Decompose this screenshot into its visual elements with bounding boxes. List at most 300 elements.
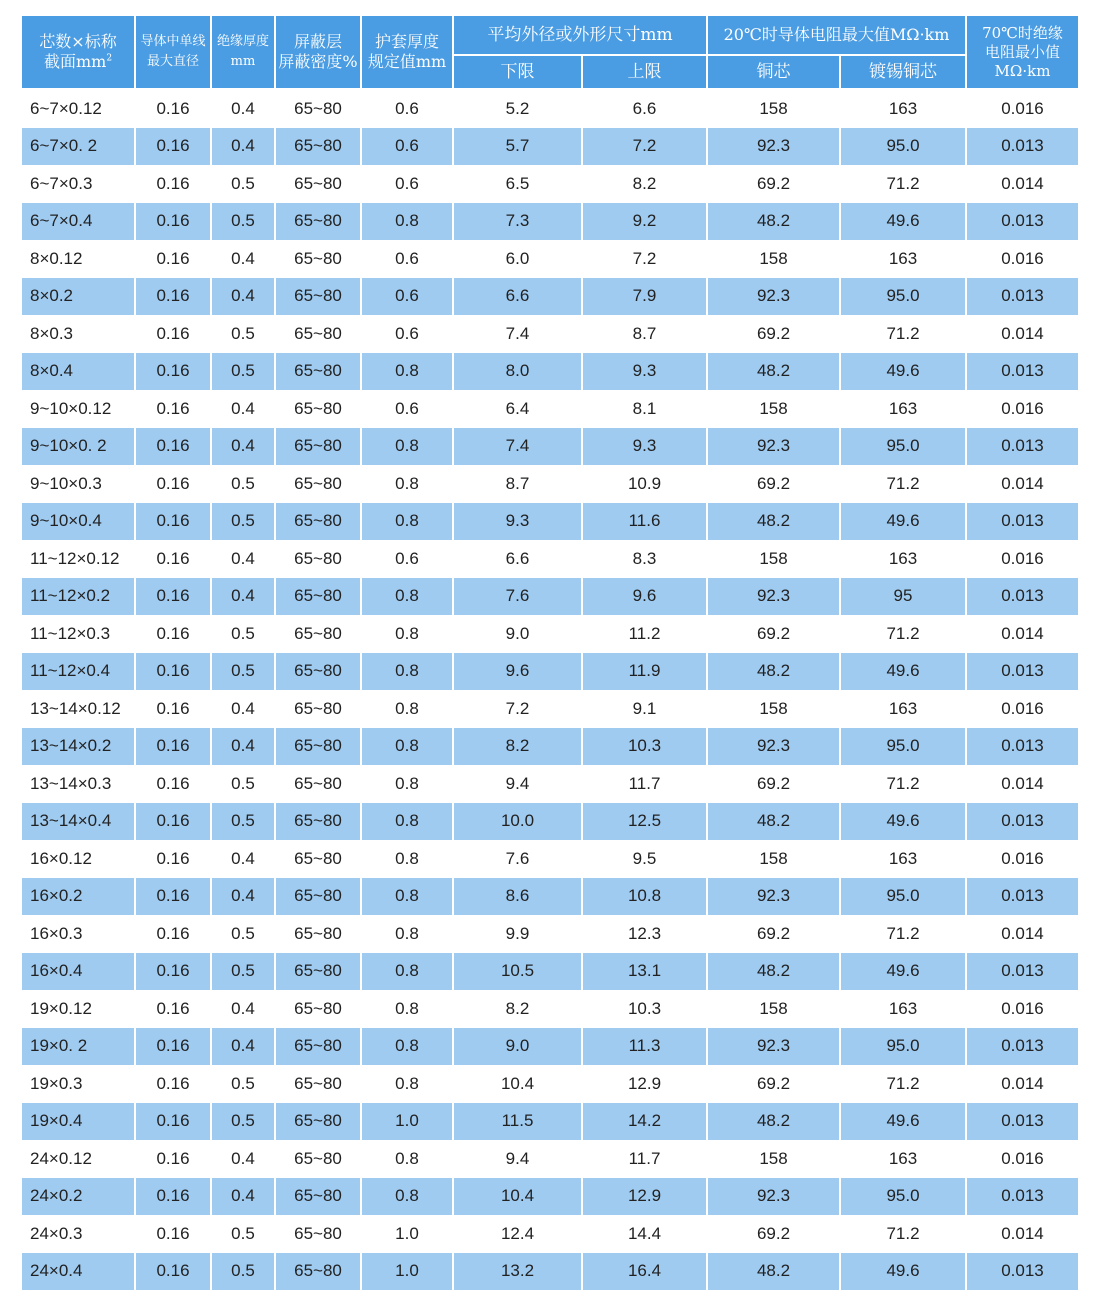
table-row: [22, 1215, 1078, 1253]
cell-spec: 8×0.2: [22, 278, 136, 316]
header-ins-res-line3: MΩ·km: [994, 61, 1051, 80]
header-insulation-line2: mm: [230, 54, 256, 69]
cell-res-tinned: 163: [841, 690, 967, 728]
cell-max-wire: 0.16: [136, 203, 212, 241]
cell-shield-density: 65~80: [276, 128, 362, 166]
cell-diameter-low: 12.4: [454, 1215, 583, 1253]
header-ins-res-line1: 70℃时绝缘: [982, 23, 1063, 42]
cell-max-wire: 0.16: [136, 240, 212, 278]
cell-res-tinned: 163: [841, 540, 967, 578]
cell-max-wire: 0.16: [136, 803, 212, 841]
cell-diameter-low: 7.4: [454, 315, 583, 353]
cable-spec-table: [22, 16, 1078, 1290]
cell-sheath: 0.8: [362, 690, 454, 728]
cell-diameter-high: 12.5: [583, 803, 708, 841]
cell-diameter-low: 9.9: [454, 915, 583, 953]
cell-diameter-high: 6.6: [583, 90, 708, 128]
cell-ins-resistance: 0.013: [967, 1178, 1078, 1216]
cell-max-wire: 0.16: [136, 1178, 212, 1216]
cell-diameter-low: 9.4: [454, 1140, 583, 1178]
cell-ins-resistance: 0.013: [967, 578, 1078, 616]
cell-res-tinned: 95.0: [841, 728, 967, 766]
header-max-wire-line1: 导体中单线: [140, 34, 206, 49]
cell-ins-resistance: 0.014: [1001, 773, 1044, 793]
cell-diameter-high: 11.2: [583, 615, 708, 653]
cell-spec: 16×0.4: [22, 953, 136, 991]
cell-insulation: 0.4: [212, 278, 276, 316]
cell-sheath: 0.6: [362, 240, 454, 278]
table-row: [22, 503, 1078, 541]
header-spec: [22, 16, 136, 90]
cell-res-tinned: 95: [841, 578, 967, 616]
cable-spec-table-container: [22, 16, 1078, 1290]
cell-insulation: 0.5: [212, 803, 276, 841]
table-row: [22, 240, 1078, 278]
cell-insulation: 0.5: [212, 615, 276, 653]
cell-ins-resistance: 0.014: [1001, 1073, 1044, 1093]
cell-insulation: 0.5: [212, 765, 276, 803]
cell-res-copper: 92.3: [708, 278, 841, 316]
cell-diameter-high: 14.2: [583, 1103, 708, 1141]
cell-res-tinned: 163: [841, 240, 967, 278]
header-diameter-low: 下限: [454, 56, 583, 90]
cell-spec: 24×0.12: [22, 1140, 136, 1178]
cell-res-tinned: 71.2: [841, 165, 967, 203]
cell-shield-density: 65~80: [276, 953, 362, 991]
cell-spec: 11~12×0.2: [22, 578, 136, 616]
cell-diameter-low: 5.7: [454, 128, 583, 166]
cell-spec: 11~12×0.12: [22, 540, 136, 578]
cell-diameter-low: 8.7: [454, 465, 583, 503]
cell-ins-resistance: 0.013: [967, 803, 1078, 841]
cell-diameter-low: 11.5: [454, 1103, 583, 1141]
cell-diameter-high: 8.7: [583, 315, 708, 353]
cell-spec: 8×0.4: [22, 353, 136, 391]
cell-ins-resistance: 0.016: [1001, 998, 1044, 1018]
table-row: [22, 1140, 1078, 1178]
cell-sheath: 0.8: [362, 840, 454, 878]
cell-shield-density: 65~80: [276, 203, 362, 241]
cell-max-wire: 0.16: [136, 728, 212, 766]
cell-max-wire: 0.16: [136, 1215, 212, 1253]
cell-sheath: 0.6: [362, 390, 454, 428]
header-insulation-resistance: [967, 16, 1078, 90]
cell-max-wire: 0.16: [136, 840, 212, 878]
cell-spec: 11~12×0.3: [22, 615, 136, 653]
cell-sheath: 0.6: [362, 540, 454, 578]
cell-sheath: 0.8: [362, 653, 454, 691]
cell-ins-resistance: 0.013: [967, 1103, 1078, 1141]
cell-res-copper: 92.3: [708, 728, 841, 766]
cell-res-tinned: 95.0: [841, 428, 967, 466]
cell-max-wire: 0.16: [136, 1065, 212, 1103]
cell-insulation: 0.5: [212, 653, 276, 691]
cell-diameter-low: 8.2: [454, 728, 583, 766]
cell-shield-density: 65~80: [276, 878, 362, 916]
cell-diameter-low: 8.2: [454, 990, 583, 1028]
table-row: [22, 803, 1078, 841]
cell-diameter-high: 8.1: [583, 390, 708, 428]
cell-res-tinned: 71.2: [841, 315, 967, 353]
cell-res-copper: 69.2: [708, 315, 841, 353]
cell-diameter-low: 9.3: [454, 503, 583, 541]
cell-res-tinned: 95.0: [841, 278, 967, 316]
cell-sheath: 0.8: [362, 915, 454, 953]
cell-res-tinned: 95.0: [841, 1028, 967, 1066]
cell-shield-density: 65~80: [276, 503, 362, 541]
cell-diameter-high: 12.9: [583, 1065, 708, 1103]
cell-spec: 6~7×0.4: [22, 203, 136, 241]
cell-insulation: 0.4: [212, 728, 276, 766]
cell-res-tinned: 71.2: [841, 465, 967, 503]
cell-res-tinned: 49.6: [841, 1253, 967, 1291]
cell-sheath: 0.8: [362, 878, 454, 916]
cell-spec: 24×0.2: [22, 1178, 136, 1216]
cell-insulation: 0.5: [212, 1065, 276, 1103]
cell-insulation: 0.4: [212, 878, 276, 916]
cell-max-wire: 0.16: [136, 653, 212, 691]
cell-sheath: 0.8: [362, 1028, 454, 1066]
cell-max-wire: 0.16: [136, 578, 212, 616]
cell-res-copper: 92.3: [708, 128, 841, 166]
cell-insulation: 0.5: [212, 1253, 276, 1291]
header-shield-line2: 屏蔽密度%: [278, 52, 358, 71]
table-row: [22, 765, 1078, 803]
cell-max-wire: 0.16: [136, 428, 212, 466]
cell-max-wire: 0.16: [136, 128, 212, 166]
cell-res-copper: 69.2: [708, 915, 841, 953]
cell-res-copper: 48.2: [708, 1103, 841, 1141]
cell-max-wire: 0.16: [136, 278, 212, 316]
cell-res-tinned: 95.0: [841, 1178, 967, 1216]
cell-insulation: 0.4: [212, 428, 276, 466]
cell-res-tinned: 95.0: [841, 878, 967, 916]
cell-spec: 13~14×0.2: [22, 728, 136, 766]
cell-insulation: 0.5: [212, 315, 276, 353]
cell-res-tinned: 49.6: [841, 653, 967, 691]
cell-max-wire: 0.16: [136, 990, 212, 1028]
cell-res-copper: 158: [708, 690, 841, 728]
cell-shield-density: 65~80: [276, 1028, 362, 1066]
table-row: [22, 690, 1078, 728]
cell-ins-resistance: 0.013: [967, 278, 1078, 316]
table-body: [22, 90, 1078, 1290]
cell-spec: 9~10×0. 2: [22, 428, 136, 466]
cell-shield-density: 65~80: [276, 90, 362, 128]
cell-diameter-low: 7.4: [454, 428, 583, 466]
cell-diameter-low: 6.4: [454, 390, 583, 428]
cell-insulation: 0.5: [212, 1215, 276, 1253]
cell-max-wire: 0.16: [136, 165, 212, 203]
header-sheath-line2: 规定值mm: [367, 52, 447, 71]
cell-spec: 16×0.3: [22, 915, 136, 953]
cell-max-wire: 0.16: [136, 353, 212, 391]
cell-spec: 19×0. 2: [22, 1028, 136, 1066]
cell-res-tinned: 71.2: [841, 1215, 967, 1253]
cell-spec: 13~14×0.4: [22, 803, 136, 841]
table-row: [22, 540, 1078, 578]
cell-diameter-high: 12.9: [583, 1178, 708, 1216]
cell-diameter-low: 7.3: [454, 203, 583, 241]
cell-diameter-high: 11.7: [583, 1140, 708, 1178]
cell-ins-resistance: 0.013: [967, 653, 1078, 691]
cell-sheath: 1.0: [362, 1215, 454, 1253]
cell-res-copper: 69.2: [708, 615, 841, 653]
cell-res-copper: 92.3: [708, 578, 841, 616]
cell-res-tinned: 163: [841, 990, 967, 1028]
cell-spec: 6~7×0.12: [22, 90, 136, 128]
cell-max-wire: 0.16: [136, 915, 212, 953]
cell-diameter-high: 7.2: [583, 128, 708, 166]
table-row: [22, 315, 1078, 353]
cell-sheath: 0.8: [362, 353, 454, 391]
cell-ins-resistance: 0.013: [967, 878, 1078, 916]
header-max-wire-line2: 最大直径: [146, 54, 199, 69]
table-row: [22, 840, 1078, 878]
table-row: [22, 653, 1078, 691]
cell-res-copper: 158: [708, 90, 841, 128]
cell-diameter-high: 11.9: [583, 653, 708, 691]
cell-max-wire: 0.16: [136, 1140, 212, 1178]
cell-diameter-high: 7.9: [583, 278, 708, 316]
table-row: [22, 278, 1078, 316]
cell-insulation: 0.5: [212, 165, 276, 203]
cell-shield-density: 65~80: [276, 653, 362, 691]
cell-ins-resistance: 0.013: [967, 353, 1078, 391]
cell-max-wire: 0.16: [136, 90, 212, 128]
cell-res-tinned: 71.2: [841, 915, 967, 953]
cell-shield-density: 65~80: [276, 1065, 362, 1103]
cell-max-wire: 0.16: [136, 765, 212, 803]
cell-sheath: 0.8: [362, 953, 454, 991]
cell-res-copper: 92.3: [708, 428, 841, 466]
cell-res-copper: 69.2: [708, 1215, 841, 1253]
cell-insulation: 0.5: [212, 353, 276, 391]
cell-res-copper: 48.2: [708, 1253, 841, 1291]
cell-shield-density: 65~80: [276, 278, 362, 316]
header-sheath: [362, 16, 454, 90]
cell-res-tinned: 49.6: [841, 803, 967, 841]
table-row: [22, 390, 1078, 428]
cell-ins-resistance: 0.016: [1001, 398, 1044, 418]
cell-sheath: 0.8: [362, 615, 454, 653]
cell-ins-resistance: 0.016: [1001, 848, 1044, 868]
cell-diameter-high: 11.7: [583, 765, 708, 803]
table-row: [22, 1253, 1078, 1291]
cell-shield-density: 65~80: [276, 765, 362, 803]
cell-spec: 8×0.3: [22, 315, 136, 353]
cell-res-copper: 92.3: [708, 878, 841, 916]
cell-res-copper: 158: [708, 1140, 841, 1178]
cell-shield-density: 65~80: [276, 728, 362, 766]
cell-max-wire: 0.16: [136, 615, 212, 653]
cell-res-copper: 92.3: [708, 1028, 841, 1066]
cell-shield-density: 65~80: [276, 315, 362, 353]
cell-shield-density: 65~80: [276, 1215, 362, 1253]
header-spec-sup: 2: [106, 53, 113, 64]
cell-sheath: 0.8: [362, 765, 454, 803]
cell-spec: 19×0.12: [22, 990, 136, 1028]
cell-max-wire: 0.16: [136, 315, 212, 353]
cell-sheath: 0.8: [362, 1178, 454, 1216]
cell-sheath: 0.8: [362, 990, 454, 1028]
cell-shield-density: 65~80: [276, 540, 362, 578]
cell-ins-resistance: 0.016: [1001, 548, 1044, 568]
table-row: [22, 578, 1078, 616]
cell-res-copper: 158: [708, 390, 841, 428]
cell-diameter-low: 8.6: [454, 878, 583, 916]
cell-max-wire: 0.16: [136, 465, 212, 503]
header-spec-line1: 芯数×标称: [39, 32, 117, 51]
cell-diameter-high: 9.3: [583, 353, 708, 391]
table-row: [22, 353, 1078, 391]
cell-insulation: 0.4: [212, 390, 276, 428]
cell-shield-density: 65~80: [276, 990, 362, 1028]
cell-sheath: 0.6: [362, 315, 454, 353]
cell-ins-resistance: 0.016: [1001, 1148, 1044, 1168]
table-row: [22, 1028, 1078, 1066]
cell-insulation: 0.5: [212, 915, 276, 953]
cell-diameter-high: 9.2: [583, 203, 708, 241]
cell-diameter-low: 7.2: [454, 690, 583, 728]
cell-sheath: 0.8: [362, 203, 454, 241]
cell-shield-density: 65~80: [276, 1140, 362, 1178]
cell-shield-density: 65~80: [276, 240, 362, 278]
cell-sheath: 0.8: [362, 1065, 454, 1103]
cell-insulation: 0.4: [212, 990, 276, 1028]
table-row: [22, 1178, 1078, 1216]
cell-diameter-low: 9.6: [454, 653, 583, 691]
cell-ins-resistance: 0.013: [967, 1028, 1078, 1066]
cell-ins-resistance: 0.016: [1001, 98, 1044, 118]
cell-ins-resistance: 0.013: [967, 1253, 1078, 1291]
cell-res-tinned: 49.6: [841, 203, 967, 241]
cell-diameter-high: 9.3: [583, 428, 708, 466]
cell-res-copper: 69.2: [708, 165, 841, 203]
cell-ins-resistance: 0.016: [1001, 248, 1044, 268]
header-shield: [276, 16, 362, 90]
cell-ins-resistance: 0.014: [1001, 173, 1044, 193]
cell-res-copper: 158: [708, 240, 841, 278]
cell-spec: 11~12×0.4: [22, 653, 136, 691]
cell-sheath: 0.8: [362, 803, 454, 841]
table-row: [22, 915, 1078, 953]
cell-diameter-low: 6.5: [454, 165, 583, 203]
cell-diameter-low: 7.6: [454, 578, 583, 616]
cell-max-wire: 0.16: [136, 503, 212, 541]
cell-diameter-high: 9.6: [583, 578, 708, 616]
header-insulation-line1: 绝缘厚度: [216, 34, 269, 49]
cell-spec: 9~10×0.12: [22, 390, 136, 428]
cell-diameter-high: 9.5: [583, 840, 708, 878]
cell-shield-density: 65~80: [276, 803, 362, 841]
cell-insulation: 0.4: [212, 90, 276, 128]
cell-res-tinned: 95.0: [841, 128, 967, 166]
cell-ins-resistance: 0.014: [1001, 1223, 1044, 1243]
cell-spec: 6~7×0.3: [22, 165, 136, 203]
header-ins-res-line2: 电阻最小值: [984, 42, 1060, 61]
table-row: [22, 90, 1078, 128]
cell-sheath: 0.8: [362, 728, 454, 766]
cell-insulation: 0.4: [212, 578, 276, 616]
cell-diameter-high: 8.2: [583, 165, 708, 203]
table-header: [22, 16, 1078, 90]
cell-res-copper: 48.2: [708, 803, 841, 841]
cell-insulation: 0.4: [212, 540, 276, 578]
cell-res-copper: 48.2: [708, 503, 841, 541]
cell-res-tinned: 71.2: [841, 615, 967, 653]
cell-insulation: 0.4: [212, 240, 276, 278]
header-res-copper: 铜芯: [708, 56, 841, 90]
cell-diameter-low: 8.0: [454, 353, 583, 391]
cell-sheath: 0.8: [362, 503, 454, 541]
cell-diameter-low: 6.0: [454, 240, 583, 278]
cell-insulation: 0.4: [212, 1178, 276, 1216]
cell-spec: 8×0.12: [22, 240, 136, 278]
cell-sheath: 0.8: [362, 428, 454, 466]
cell-max-wire: 0.16: [136, 1028, 212, 1066]
cell-res-copper: 158: [708, 540, 841, 578]
cell-spec: 16×0.12: [22, 840, 136, 878]
cell-max-wire: 0.16: [136, 540, 212, 578]
cell-insulation: 0.5: [212, 503, 276, 541]
header-spec-line2: 截面$mm^2$: [43, 52, 113, 71]
cell-diameter-low: 9.0: [454, 1028, 583, 1066]
header-res-tinned: 镀锡铜芯: [841, 56, 967, 90]
cell-ins-resistance: 0.016: [1001, 698, 1044, 718]
cell-max-wire: 0.16: [136, 690, 212, 728]
cell-diameter-high: 13.1: [583, 953, 708, 991]
cell-diameter-low: 10.5: [454, 953, 583, 991]
header-shield-line1: 屏蔽层: [293, 32, 342, 51]
cell-sheath: 0.8: [362, 578, 454, 616]
cell-insulation: 0.5: [212, 203, 276, 241]
cell-res-tinned: 163: [841, 390, 967, 428]
cell-diameter-low: 6.6: [454, 540, 583, 578]
cell-spec: 13~14×0.3: [22, 765, 136, 803]
table-row: [22, 128, 1078, 166]
cell-max-wire: 0.16: [136, 1103, 212, 1141]
cell-ins-resistance: 0.013: [967, 728, 1078, 766]
cell-spec: 24×0.4: [22, 1253, 136, 1291]
cell-diameter-low: 9.4: [454, 765, 583, 803]
table-row: [22, 1065, 1078, 1103]
table-row: [22, 203, 1078, 241]
cell-res-copper: 158: [708, 840, 841, 878]
cell-sheath: 1.0: [362, 1103, 454, 1141]
cell-ins-resistance: 0.013: [967, 428, 1078, 466]
cell-sheath: 0.8: [362, 465, 454, 503]
cell-spec: 9~10×0.3: [22, 465, 136, 503]
cell-spec: 6~7×0. 2: [22, 128, 136, 166]
cell-shield-density: 65~80: [276, 1178, 362, 1216]
cell-sheath: 0.6: [362, 278, 454, 316]
cell-diameter-high: 7.2: [583, 240, 708, 278]
header-diameter-group: 平均外径或外形尺寸mm: [454, 16, 708, 56]
cell-diameter-high: 10.8: [583, 878, 708, 916]
table-row: [22, 1103, 1078, 1141]
cell-res-tinned: 163: [841, 1140, 967, 1178]
cell-ins-resistance: 0.013: [967, 953, 1078, 991]
cell-diameter-high: 11.6: [583, 503, 708, 541]
cell-sheath: 0.6: [362, 128, 454, 166]
cell-insulation: 0.5: [212, 953, 276, 991]
cell-spec: 13~14×0.12: [22, 690, 136, 728]
header-insulation: [212, 16, 276, 90]
cell-shield-density: 65~80: [276, 353, 362, 391]
cell-shield-density: 65~80: [276, 915, 362, 953]
cell-max-wire: 0.16: [136, 953, 212, 991]
